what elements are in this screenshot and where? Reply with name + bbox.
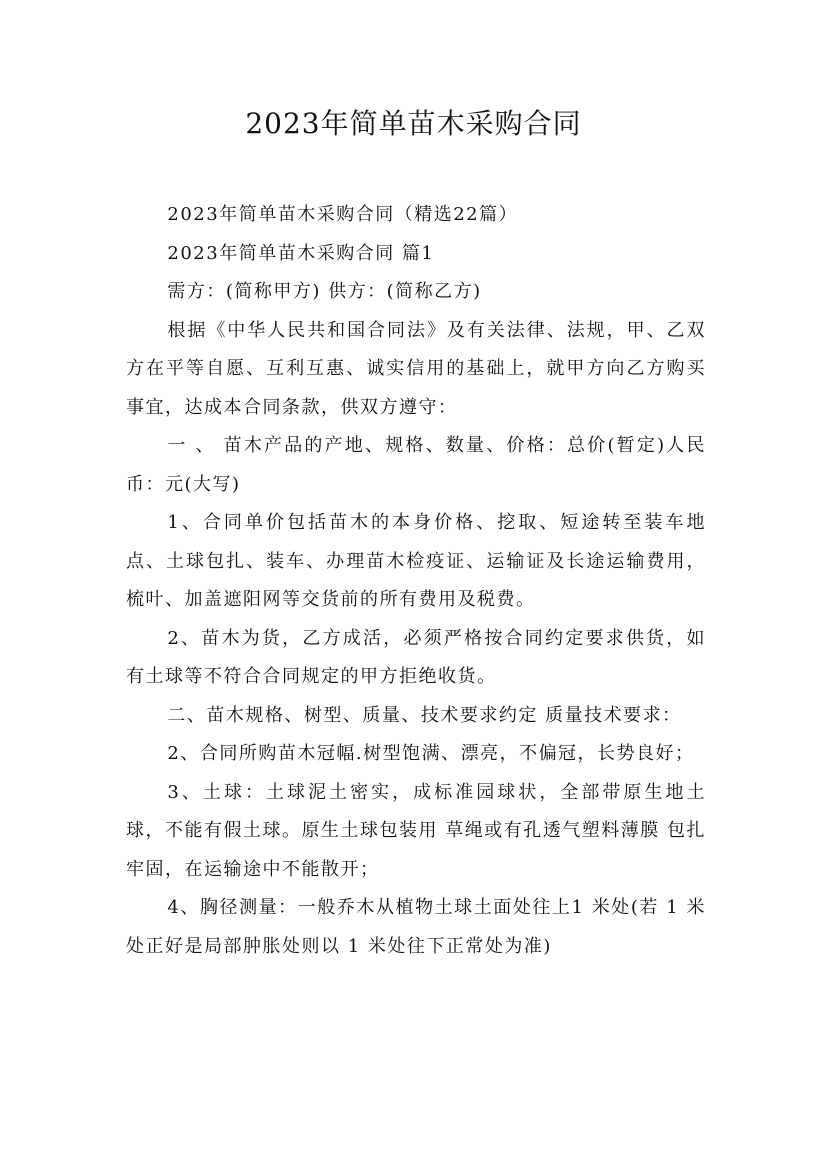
document-title: 2023年简单苗木采购合同: [245, 107, 582, 140]
paragraph-item-3-soil-ball: 3、土球：土球泥土密实，成标准园球状，全部带原生地土球，不能有假土球。原生土球包装用 草绳或有孔透气塑料薄膜 包扎牢固，在运输途中不能散开；: [126, 781, 706, 880]
paragraph-item-2-crown: 2、合同所购苗木冠幅.树型饱满、漂亮，不偏冠，长势良好；: [167, 743, 695, 764]
paragraph-chapter-heading: 2023年简单苗木采购合同 篇1: [167, 242, 435, 264]
paragraph-item-2: 2、苗木为货，乙方成活，必须严格按合同约定要求供货，如有土球等不符合合同规定的甲方拒绝收货。: [126, 627, 706, 687]
paragraph-item-1: 1、合同单价包括苗木的本身价格、挖取、短途转至装车地点、土球包扎、装车、办理苗木检疫证、运输证及长途运输费用，梳叶、加盖遮阳网等交货前的所有费用及税费。: [126, 512, 706, 610]
paragraph-parties: 需方：(简称甲方) 供方：(简称乙方): [167, 281, 482, 302]
paragraph-section-2: 二、苗木规格、树型、质量、技术要求约定 质量技术要求：: [167, 704, 682, 726]
paragraph-subtitle: 2023年简单苗木采购合同（精选22篇）: [167, 204, 519, 225]
paragraph-preamble: 根据《中华人民共和国合同法》及有关法律、法规，甲、乙双方在平等自愿、互利互惠、诚实信用的基础上，就甲方向乙方购买事宜，达成本合同条款，供双方遵守：: [126, 319, 706, 418]
document-body: [126, 196, 706, 966]
paragraph-item-4-diameter: 4、胸径测量：一般乔木从植物土球土面处往上1 米处(若 1 米处正好是局部肿胀处则以 1 米处往下正常处为准): [126, 897, 706, 957]
paragraph-section-1: 一 、 苗木产品的产地、规格、数量、价格：总价(暂定)人民币：元(大写): [126, 435, 706, 495]
